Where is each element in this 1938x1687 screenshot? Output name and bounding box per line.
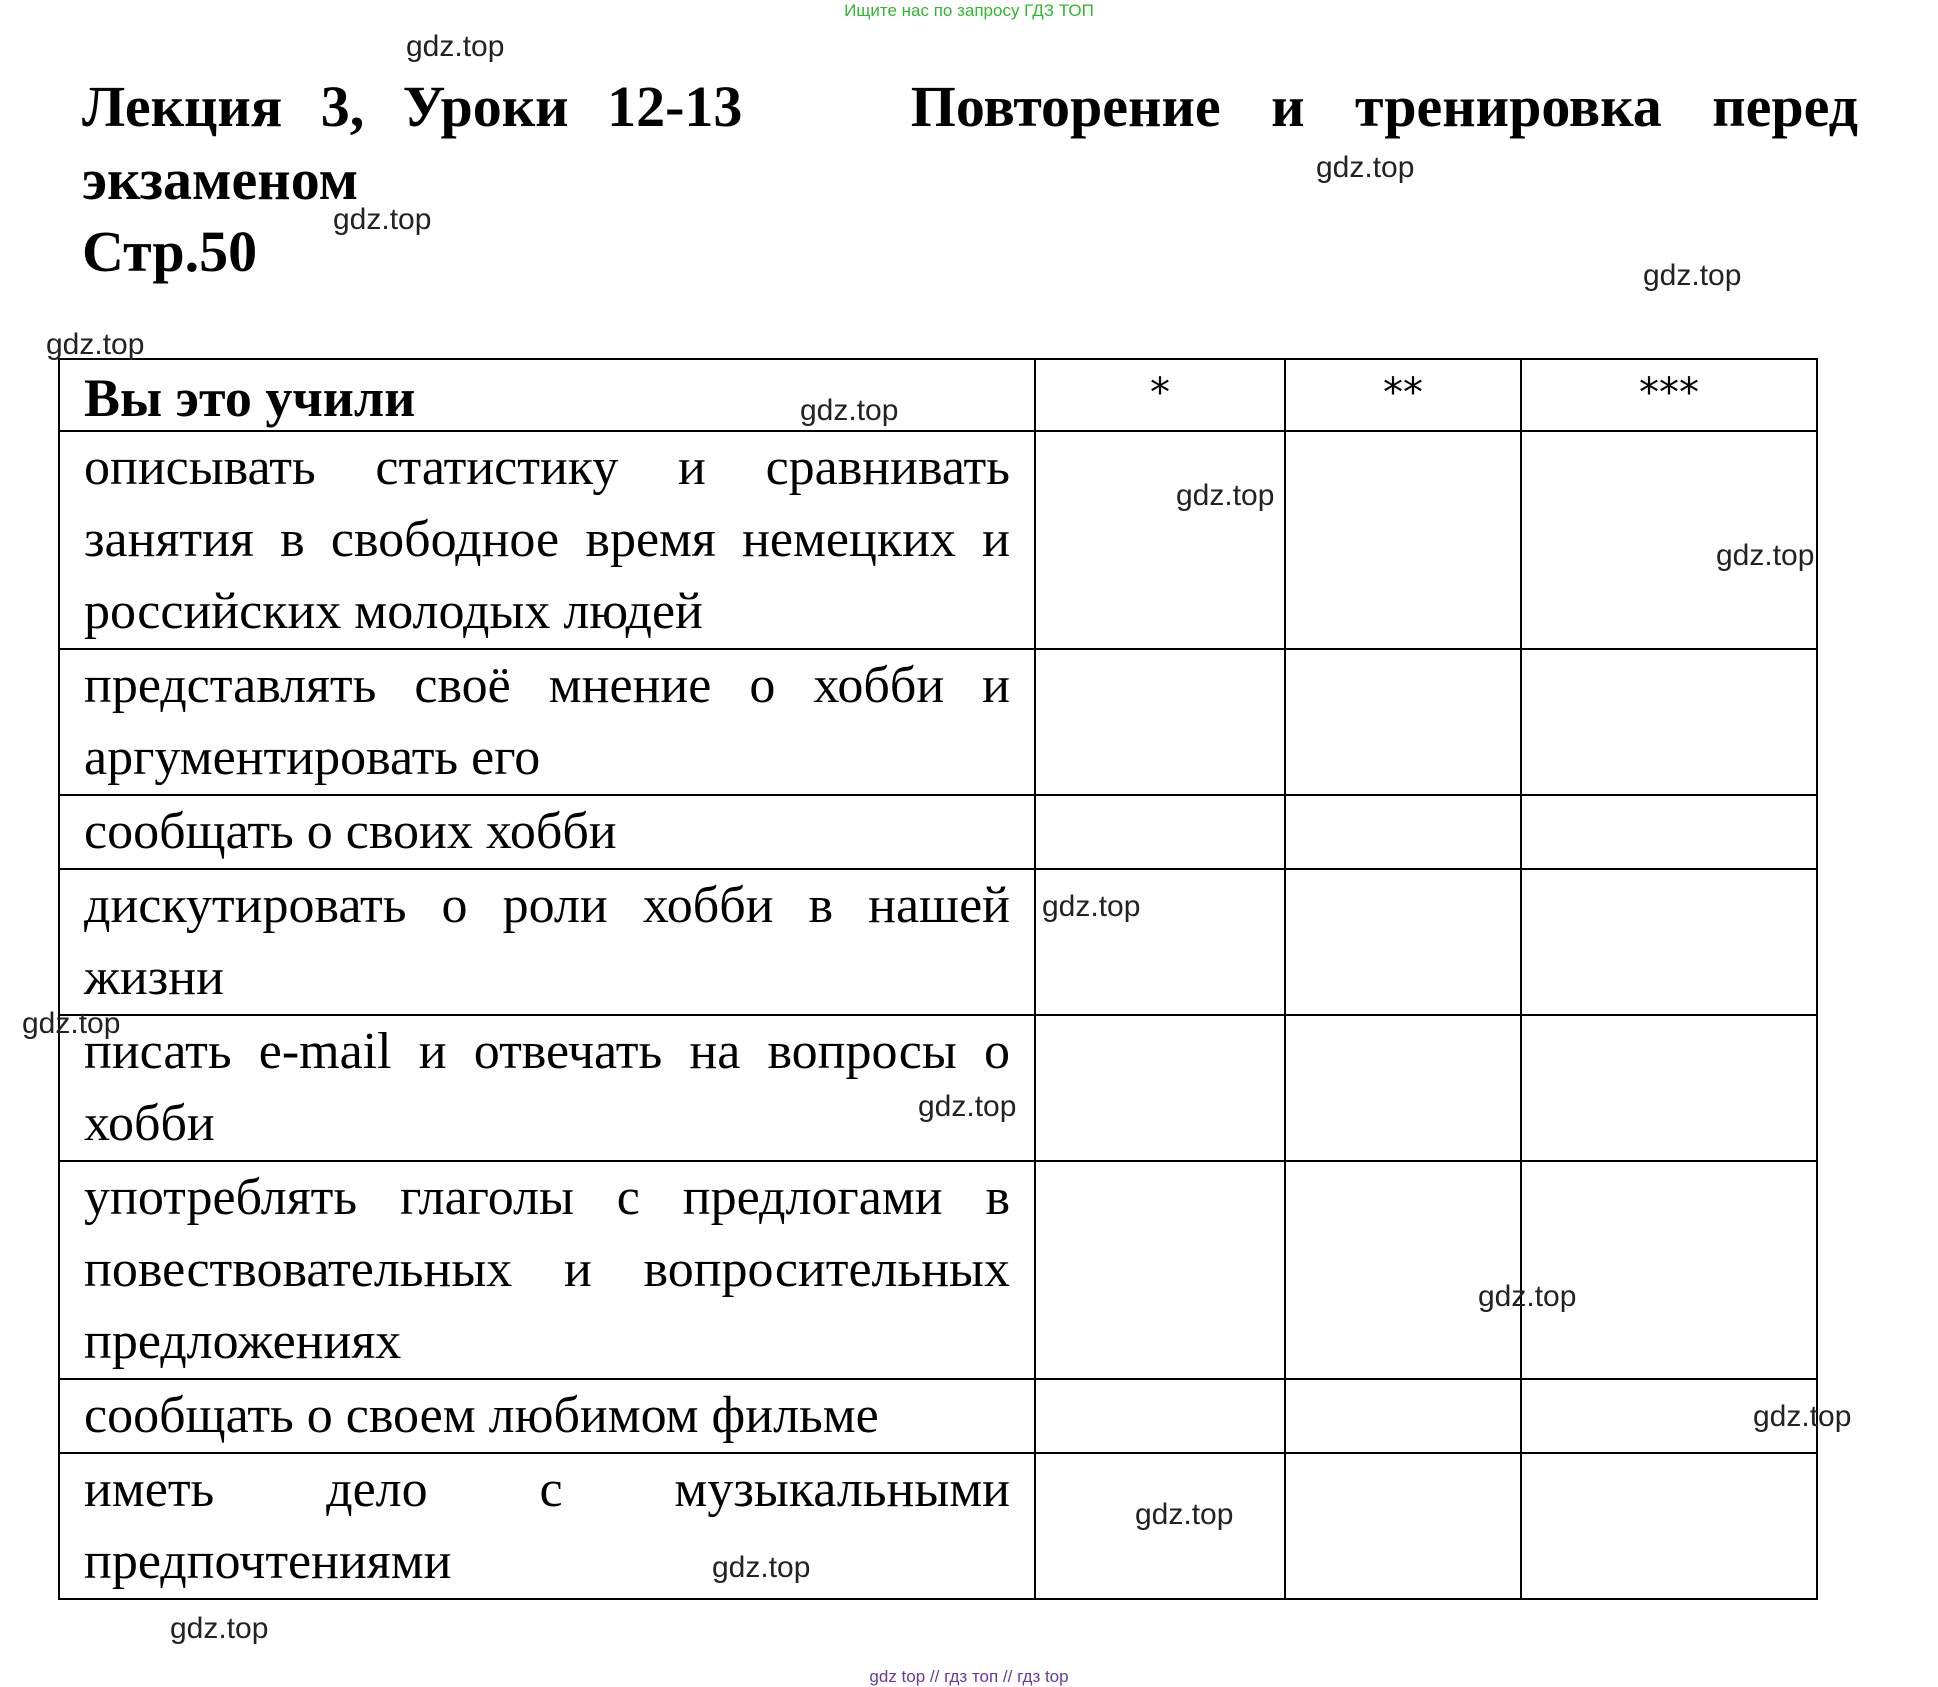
table-row [59, 649, 1817, 795]
table-row [59, 431, 1817, 649]
rating-cell-2[interactable] [1285, 649, 1521, 795]
header-three-stars: *** [1521, 359, 1817, 431]
header-two-stars: ** [1285, 359, 1521, 431]
lesson-title: Лекция 3, Уроки 12-13 [82, 74, 743, 139]
rating-cell-1[interactable] [1035, 649, 1285, 795]
table-header-row [59, 359, 1817, 431]
watermark: gdz.top [170, 1612, 269, 1645]
watermark: gdz.top [1135, 1498, 1234, 1531]
watermark: gdz.top [46, 328, 145, 361]
watermark: gdz.top [1176, 479, 1275, 512]
rating-cell-2[interactable] [1285, 431, 1521, 649]
rating-cell-3[interactable] [1521, 649, 1817, 795]
rating-cell-1[interactable] [1035, 431, 1285, 649]
skill-cell: представлять своё мнение о хобби и аргументировать его [59, 649, 1035, 795]
table-row [59, 795, 1817, 869]
bottom-banner: gdz top // гдз топ // гдз top [869, 1667, 1069, 1686]
rating-cell-1[interactable] [1035, 1379, 1285, 1453]
watermark: gdz.top [406, 30, 505, 63]
header-one-star: * [1035, 359, 1285, 431]
rating-cell-2[interactable] [1285, 795, 1521, 869]
watermark: gdz.top [1316, 151, 1415, 184]
rating-cell-3[interactable] [1521, 795, 1817, 869]
page-number: Стр.50 [82, 219, 258, 284]
watermark: gdz.top [1478, 1280, 1577, 1313]
rating-cell-3[interactable] [1521, 1161, 1817, 1379]
watermark: gdz.top [1753, 1400, 1852, 1433]
rating-cell-2[interactable] [1285, 1453, 1521, 1599]
skill-cell: сообщать о своих хобби [59, 795, 1035, 869]
watermark: gdz.top [800, 394, 899, 427]
skill-cell: сообщать о своем любимом фильме [59, 1379, 1035, 1453]
skill-cell: дискутировать о роли хобби в нашей жизни [59, 869, 1035, 1015]
skill-cell: употреблять глаголы с предлогами в повествовательных и вопросительных предложениях [59, 1161, 1035, 1379]
rating-cell-3[interactable] [1521, 869, 1817, 1015]
header-skill: Вы это учили [59, 359, 1035, 431]
rating-cell-1[interactable] [1035, 1161, 1285, 1379]
watermark: gdz.top [1042, 890, 1141, 923]
self-assessment-table [58, 358, 1818, 1600]
topic-title: Повторение и тренировка перед [910, 74, 1858, 139]
watermark: gdz.top [333, 203, 432, 236]
skill-cell: иметь дело с музыкальными предпочтениями [59, 1453, 1035, 1599]
watermark: gdz.top [1716, 539, 1815, 572]
table-row [59, 1161, 1817, 1379]
table-row [59, 1379, 1817, 1453]
rating-cell-2[interactable] [1285, 1379, 1521, 1453]
skill-cell: описывать статистику и сравнивать занятия в свободное время немецких и российских молодых людей [59, 431, 1035, 649]
watermark: gdz.top [918, 1090, 1017, 1123]
top-banner: Ищите нас по запросу ГДЗ ТОП [844, 1, 1094, 20]
watermark: gdz.top [712, 1551, 811, 1584]
watermark: gdz.top [1643, 259, 1742, 292]
table-row [59, 1015, 1817, 1161]
skill-cell: писать e-mail и отвечать на вопросы о хобби [59, 1015, 1035, 1161]
rating-cell-1[interactable] [1035, 795, 1285, 869]
rating-cell-3[interactable] [1521, 1453, 1817, 1599]
topic-title-continuation: экзаменом [82, 147, 359, 212]
rating-cell-1[interactable] [1035, 1015, 1285, 1161]
rating-cell-2[interactable] [1285, 1015, 1521, 1161]
rating-cell-3[interactable] [1521, 1015, 1817, 1161]
table-row [59, 869, 1817, 1015]
watermark: gdz.top [22, 1007, 121, 1040]
rating-cell-2[interactable] [1285, 1161, 1521, 1379]
rating-cell-2[interactable] [1285, 869, 1521, 1015]
table-row [59, 1453, 1817, 1599]
